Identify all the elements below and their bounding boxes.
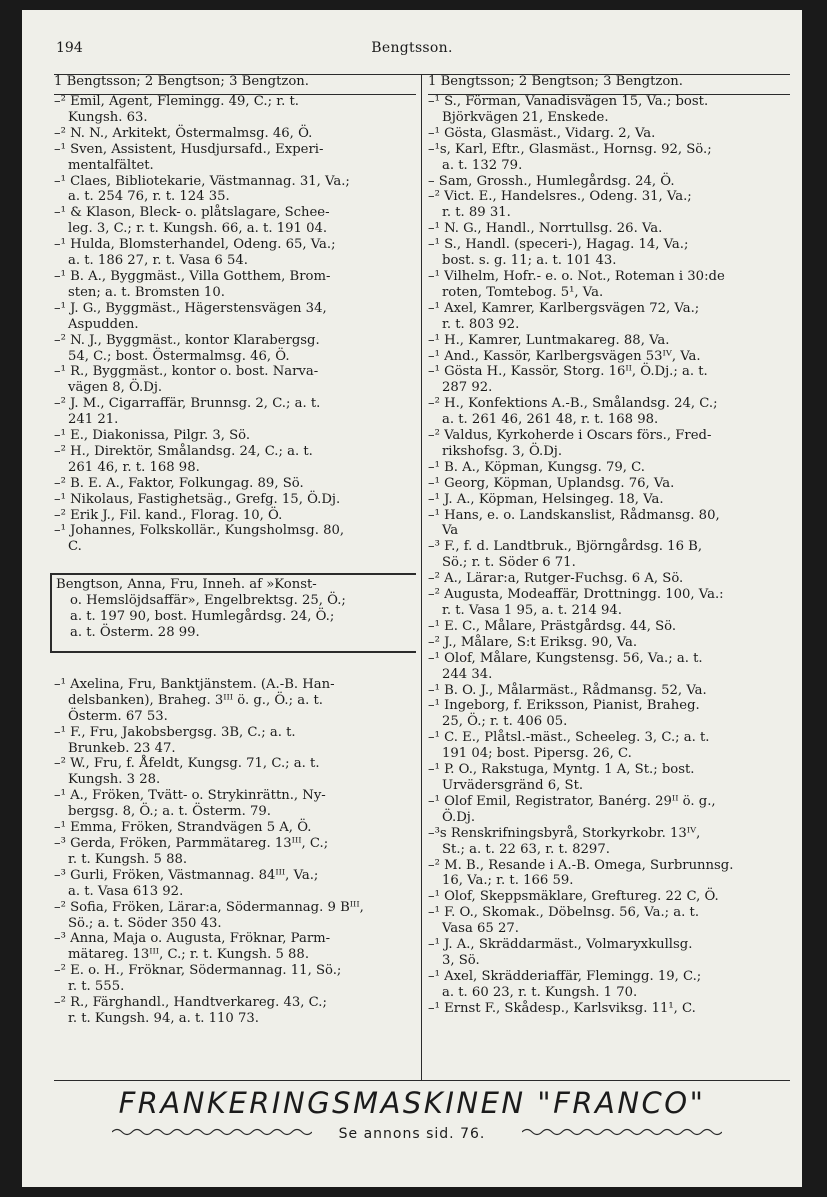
directory-entry — [54, 428, 416, 444]
right-entries — [428, 94, 790, 1017]
entry-line: –³ Gurli, Fröken, Västmannag. 84ᴵᴵᴵ, Va.; — [54, 867, 319, 883]
directory-entry — [428, 428, 790, 460]
entry-line: Ö.Dj. — [442, 809, 476, 825]
directory-entry — [428, 762, 790, 794]
directory-entry — [428, 905, 790, 937]
entry-line: –² E. o. H., Fröknar, Södermannag. 11, Sö.; — [54, 963, 342, 979]
directory-entry — [428, 698, 790, 730]
entry-line: –¹s, Karl, Eftr., Glasmäst., Hornsg. 92, Sö.; — [428, 141, 712, 157]
left-entries-top — [54, 94, 416, 555]
entry-line: Urvädersgränd 6, St. — [442, 777, 584, 793]
entry-line: –¹ Gösta, Glasmäst., Vidarg. 2, Va. — [428, 125, 656, 141]
directory-page — [22, 10, 802, 1187]
entry-line: –¹ P. O., Rakstuga, Myntg. 1 A, St.; bost. — [428, 762, 695, 778]
directory-entry — [54, 995, 416, 1027]
entry-line: bergsg. 8, Ö.; a. t. Österm. 79. — [68, 804, 272, 820]
entry-line: –¹ Nikolaus, Fastighetsäg., Grefg. 15, Ö.Dj. — [54, 491, 341, 507]
entry-line: –¹ E. C., Målare, Prästgårdsg. 44, Sö. — [428, 618, 677, 634]
entry-line: –¹ Claes, Bibliotekarie, Västmannag. 31, Va.; — [54, 173, 350, 189]
entry-line: –¹ Ingeborg, f. Eriksson, Pianist, Braheg. — [428, 698, 700, 714]
entry-line: –¹ H., Kamrer, Luntmakareg. 88, Va. — [428, 332, 670, 348]
directory-entry — [54, 963, 416, 995]
entry-line: r. t. Kungsh. 94, a. t. 110 73. — [68, 1010, 259, 1026]
directory-entry — [428, 492, 790, 508]
directory-entry — [428, 794, 790, 826]
entry-line: –¹ B. A., Köpman, Kungsg. 79, C. — [428, 459, 645, 475]
entry-line: mentalfältet. — [68, 157, 154, 173]
directory-entry — [428, 858, 790, 890]
entry-line: –¹ Hans, e. o. Landskanslist, Rådmansg. 80, — [428, 507, 720, 523]
entry-line: –¹ S., Handl. (speceri-), Hagag. 14, Va.; — [428, 237, 689, 253]
entry-line: –² N. J., Byggmäst., kontor Klarabergsg. — [54, 332, 320, 348]
entry-line: –¹ F. O., Skomak., Döbelnsg. 56, Va.; a. t. — [428, 905, 700, 921]
directory-entry — [428, 635, 790, 651]
directory-entry — [54, 788, 416, 820]
directory-entry — [428, 730, 790, 762]
directory-entry — [428, 349, 790, 365]
entry-line: C. — [68, 539, 82, 555]
directory-entry — [428, 126, 790, 142]
entry-line: –¹ J. A., Köpman, Helsingeg. 18, Va. — [428, 491, 664, 507]
entry-line: –³ Anna, Maja o. Augusta, Fröknar, Parm- — [54, 931, 331, 947]
entry-line: leg. 3, C.; r. t. Kungsh. 66, a. t. 191 04. — [68, 221, 328, 237]
directory-entry — [54, 205, 416, 237]
entry-line: –¹ C. E., Plåtsl.-mäst., Scheeleg. 3, C.; a. t. — [428, 730, 710, 746]
entry-line: 25, Ö.; r. t. 406 05. — [442, 714, 568, 730]
directory-entry — [54, 508, 416, 524]
entry-line: –² A., Lärar:a, Rutger-Fuchsg. 6 A, Sö. — [428, 571, 684, 587]
left-entries-bottom — [54, 677, 416, 1027]
entry-line: delsbanken), Braheg. 3ᴵᴵᴵ ö. g., Ö.; a. t. — [68, 692, 323, 708]
directory-entry — [428, 889, 790, 905]
entry-line: –¹ A., Fröken, Tvätt- o. Strykinrättn., Ny- — [54, 788, 326, 804]
directory-entry — [428, 94, 790, 126]
entry-line: a. t. 254 76, r. t. 124 35. — [68, 189, 230, 205]
entry-line: 287 92. — [442, 380, 493, 396]
entry-line: –¹ R., Byggmäst., kontor o. bost. Narva- — [54, 364, 319, 380]
entry-line: –² R., Färghandl., Handtverkareg. 43, C.; — [54, 995, 327, 1011]
entry-line: 244 34. — [442, 666, 493, 682]
directory-entry — [428, 587, 790, 619]
entry-line: r. t. Kungsh. 5 88. — [68, 851, 188, 867]
entry-line: –¹ Olof, Skeppsmäklare, Greftureg. 22 C, Ö. — [428, 889, 719, 905]
boxed-entry — [50, 573, 416, 653]
entry-line: r. t. Vasa 1 95, a. t. 214 94. — [442, 603, 622, 618]
directory-entry — [54, 301, 416, 333]
entry-line: –³ F., f. d. Landtbruk., Björngårdsg. 16 B, — [428, 539, 703, 555]
directory-entry — [54, 237, 416, 269]
advertisement-banner — [22, 1086, 802, 1145]
entry-line: –¹ B. A., Byggmäst., Villa Gotthem, Brom- — [54, 268, 331, 284]
directory-entry — [428, 364, 790, 396]
directory-entry — [428, 142, 790, 174]
entry-line: mätareg. 13ᴵᴵᴵ, C.; r. t. Kungsh. 5 88. — [68, 947, 310, 963]
directory-entry — [54, 126, 416, 142]
directory-entry — [54, 269, 416, 301]
directory-entry — [54, 333, 416, 365]
directory-entry — [54, 142, 416, 174]
entry-line: a. t. 186 27, r. t. Vasa 6 54. — [68, 253, 248, 269]
entry-line: –² M. B., Resande i A.-B. Omega, Surbrunnsg. — [428, 857, 734, 873]
directory-entry — [428, 1001, 790, 1017]
directory-entry — [54, 396, 416, 428]
entry-line: bost. s. g. 11; a. t. 101 43. — [442, 253, 617, 269]
entry-line: –¹ N. G., Handl., Norrtullsg. 26. Va. — [428, 221, 663, 237]
entry-line: a. t. Vasa 613 92. — [68, 883, 184, 899]
wave-line-right — [522, 1127, 722, 1137]
directory-entry — [428, 237, 790, 269]
directory-entry — [428, 683, 790, 699]
directory-entry — [54, 364, 416, 396]
directory-entry — [428, 539, 790, 571]
entry-line: –² W., Fru, f. Åfeldt, Kungsg. 71, C.; a. t. — [54, 756, 320, 772]
directory-entry — [428, 571, 790, 587]
entry-line: Brunkeb. 23 47. — [68, 740, 176, 756]
directory-entry — [428, 476, 790, 492]
directory-entry — [54, 725, 416, 757]
entry-line: –¹ Ernst F., Skådesp., Karlsviksg. 11¹, C. — [428, 1000, 696, 1016]
directory-entry — [428, 301, 790, 333]
directory-entry — [428, 826, 790, 858]
banner-note: Se annons sid. 76. — [338, 1126, 486, 1142]
running-title: Bengtsson. — [371, 40, 453, 56]
boxed-entry-line: a. t. Österm. 28 99. — [70, 625, 200, 640]
directory-entry — [54, 677, 416, 725]
boxed-entry-line: a. t. 197 90, bost. Humlegårdsg. 24, Ö.; — [70, 609, 335, 625]
bottom-rule — [54, 1080, 790, 1081]
directory-entry — [428, 269, 790, 301]
entry-line: –¹ Sven, Assistent, Husdjursafd., Experi- — [54, 141, 324, 157]
entry-line: r. t. 89 31. — [442, 205, 511, 221]
directory-entry — [428, 508, 790, 540]
entry-line: –¹ Olof, Målare, Kungstensg. 56, Va.; a. t. — [428, 650, 703, 666]
entry-line: –¹ J. A., Skräddarmäst., Volmaryxkullsg. — [428, 937, 693, 953]
entry-line: –¹ S., Förman, Vanadisvägen 15, Va.; bost. — [428, 94, 709, 109]
entry-line: Österm. 67 53. — [68, 708, 168, 724]
directory-entry — [428, 619, 790, 635]
entry-line: 261 46, r. t. 168 98. — [68, 459, 200, 475]
directory-entry — [428, 189, 790, 221]
directory-entry — [428, 174, 790, 190]
left-column — [54, 74, 416, 1027]
entry-line: –¹ Axel, Kamrer, Karlbergsvägen 72, Va.; — [428, 300, 700, 316]
directory-entry — [428, 333, 790, 349]
entry-line: rikshofsg. 3, Ö.Dj. — [442, 443, 563, 459]
entry-line: –¹ B. O. J., Målarmäst., Rådmansg. 52, Va. — [428, 682, 707, 698]
page-number: 194 — [56, 40, 83, 56]
directory-entry — [54, 476, 416, 492]
directory-entry — [54, 492, 416, 508]
entry-line: –¹ Georg, Köpman, Uplandsg. 76, Va. — [428, 475, 675, 491]
entry-line: 16, Va.; r. t. 166 59. — [442, 873, 574, 889]
directory-entry — [428, 651, 790, 683]
entry-line: –¹ E., Diakonissa, Pilgr. 3, Sö. — [54, 428, 251, 444]
entry-line: –¹ Olof Emil, Registrator, Banérg. 29ᴵᴵ ö. g., — [428, 793, 716, 809]
entry-line: –¹ Johannes, Folkskollär., Kungsholmsg. 80, — [54, 523, 345, 539]
entry-line: a. t. 261 46, 261 48, r. t. 168 98. — [442, 412, 659, 428]
directory-entry — [54, 836, 416, 868]
entry-line: 241 21. — [68, 412, 119, 428]
entry-line: –³s Renskrifningsbyrå, Storkyrkobr. 13ᴵⱽ, — [428, 825, 701, 841]
entry-line: Kungsh. 63. — [68, 109, 148, 125]
entry-line: –¹ J. G., Byggmäst., Hägerstensvägen 34, — [54, 300, 327, 316]
entry-line: 3, Sö. — [442, 952, 480, 968]
entry-line: Aspudden. — [68, 316, 139, 332]
directory-entry — [54, 174, 416, 206]
entry-line: –¹ Axel, Skrädderiaffär, Flemingg. 19, C.; — [428, 968, 702, 984]
wave-line-left — [112, 1127, 312, 1137]
entry-line: –² Sofia, Fröken, Lärar:a, Södermannag. 9 Bᴵᴵᴵ, — [54, 899, 364, 915]
entry-line: Vasa 65 27. — [442, 921, 519, 937]
directory-entry — [54, 756, 416, 788]
entry-line: –² H., Konfektions A.-B., Smålandsg. 24, C.; — [428, 396, 718, 412]
entry-line: –² J., Målare, S:t Eriksg. 90, Va. — [428, 634, 638, 650]
entry-line: roten, Tomtebog. 5¹, Va. — [442, 284, 604, 300]
entry-line: r. t. 555. — [68, 979, 125, 995]
directory-entry — [54, 444, 416, 476]
column-divider — [421, 74, 422, 1080]
entry-line: Sö.; r. t. Söder 6 71. — [442, 555, 576, 571]
entry-line: Sö.; a. t. Söder 350 43. — [68, 915, 222, 931]
banner-subline — [22, 1123, 802, 1145]
entry-line: –² Vict. E., Handelsres., Odeng. 31, Va.; — [428, 189, 692, 205]
entry-line: –² J. M., Cigarraffär, Brunnsg. 2, C.; a. t. — [54, 396, 321, 412]
entry-line: –² Valdus, Kyrkoherde i Oscars förs., Fred- — [428, 428, 712, 444]
directory-entry — [428, 937, 790, 969]
entry-line: 191 04; bost. Pipersg. 26, C. — [442, 746, 632, 762]
entry-line: – Sam, Grossh., Humlegårdsg. 24, Ö. — [428, 173, 675, 189]
page-header — [22, 40, 802, 60]
left-column-heading: 1 Bengtsson; 2 Bengtson; 3 Bengtzon. — [54, 74, 309, 89]
entry-line: –² B. E. A., Faktor, Folkungag. 89, Sö. — [54, 475, 304, 491]
entry-line: –² Erik J., Fil. kand., Florag. 10, Ö. — [54, 507, 283, 523]
boxed-entry-line: o. Hemslöjdsaffär», Engelbrektsg. 25, Ö.; — [70, 593, 346, 609]
directory-entry — [54, 868, 416, 900]
entry-line: Va — [442, 523, 459, 539]
banner-title: FRANKERINGSMASKINEN "FRANCO" — [118, 1086, 706, 1120]
entry-line: –¹ & Klason, Bleck- o. plåtslagare, Schee- — [54, 205, 330, 221]
directory-entry — [428, 396, 790, 428]
entry-line: –¹ Hulda, Blomsterhandel, Odeng. 65, Va.; — [54, 237, 336, 253]
entry-line: –¹ Axelina, Fru, Banktjänstem. (A.-B. Han- — [54, 676, 335, 692]
entry-line: a. t. 132 79. — [442, 157, 523, 173]
entry-line: –³ Gerda, Fröken, Parmmätareg. 13ᴵᴵᴵ, C.; — [54, 835, 329, 851]
directory-entry — [428, 460, 790, 476]
directory-entry — [54, 94, 416, 126]
entry-line: –¹ Vilhelm, Hofr.- e. o. Not., Roteman i 30:de — [428, 268, 725, 284]
entry-line: St.; a. t. 22 63, r. t. 8297. — [442, 841, 610, 857]
entry-line: Björkvägen 21, Enskede. — [442, 109, 609, 125]
directory-entry — [428, 221, 790, 237]
directory-entry — [54, 820, 416, 836]
boxed-entry-line: Bengtson, Anna, Fru, Inneh. af »Konst- — [56, 577, 317, 593]
entry-line: –² N. N., Arkitekt, Östermalmsg. 46, Ö. — [54, 125, 313, 141]
right-column — [428, 74, 790, 1017]
entry-line: –² H., Direktör, Smålandsg. 24, C.; a. t. — [54, 443, 313, 459]
entry-line: a. t. 60 23, r. t. Kungsh. 1 70. — [442, 984, 638, 1000]
right-column-heading: 1 Bengtsson; 2 Bengtson; 3 Bengtzon. — [428, 74, 683, 89]
entry-line: –² Augusta, Modeaffär, Drottningg. 100, Va.: — [428, 587, 724, 603]
entry-line: 54, C.; bost. Östermalmsg. 46, Ö. — [68, 348, 290, 364]
entry-line: –¹ Gösta H., Kassör, Storg. 16ᴵᴵ, Ö.Dj.; a. t. — [428, 364, 708, 380]
entry-line: –¹ Emma, Fröken, Strandvägen 5 A, Ö. — [54, 820, 312, 836]
entry-line: –¹ And., Kassör, Karlbergsvägen 53ᴵⱽ, Va. — [428, 348, 701, 364]
entry-line: sten; a. t. Bromsten 10. — [68, 284, 225, 300]
entry-line: –¹ F., Fru, Jakobsbergsg. 3B, C.; a. t. — [54, 724, 296, 740]
entry-line: r. t. 803 92. — [442, 316, 520, 332]
directory-entry — [54, 523, 416, 555]
entry-line: vägen 8, Ö.Dj. — [68, 380, 163, 396]
directory-entry — [54, 900, 416, 932]
directory-entry — [428, 969, 790, 1001]
entry-line: Kungsh. 3 28. — [68, 772, 161, 788]
directory-entry — [54, 931, 416, 963]
entry-line: –² Emil, Agent, Flemingg. 49, C.; r. t. — [54, 94, 299, 109]
